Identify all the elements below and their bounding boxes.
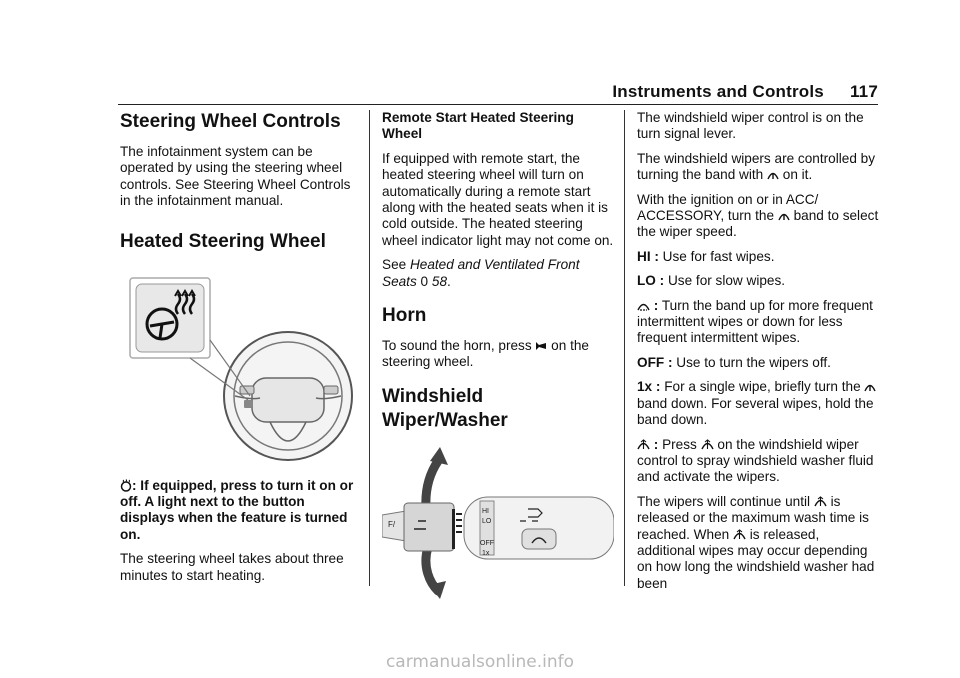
off-label: OFF : [637, 354, 673, 370]
one-label: 1x : [637, 379, 661, 395]
para-off [637, 355, 881, 371]
ignition-end: band to select the wiper speed. [637, 208, 879, 240]
section-title: Instruments and Controls [612, 82, 824, 101]
washer-text-2: on the windshield wiper control to spray windshield washer fluid and activate the wipers. [637, 436, 874, 485]
page-ref-number[interactable]: 58 [431, 273, 448, 289]
off-text: Use to turn the wipers off. [672, 354, 831, 370]
washer-text: Press [658, 436, 701, 452]
continue-text-2: is released or the maximum wash time is reached. When [637, 493, 869, 542]
hi-text: Use for fast wipes. [658, 248, 775, 264]
horn-text-b: on the steering wheel. [382, 338, 589, 370]
heated-wheel-icon [120, 479, 132, 492]
washer-icon [733, 528, 746, 541]
intermittent-label: : [650, 297, 659, 313]
para-wiper-band [637, 151, 881, 184]
para-hi [637, 249, 881, 265]
one-text-2: band down. For several wipes, hold the band down. [637, 395, 874, 428]
para-lo [637, 273, 881, 289]
heading-steering-wheel-controls: Steering Wheel Controls [120, 111, 341, 132]
washer-icon [637, 438, 650, 451]
wiper-lever-figure [382, 443, 614, 599]
watermark: carmanualsonline.info [385, 652, 575, 672]
washer-icon [701, 438, 714, 451]
wiper-band-text: The windshield wipers are controlled by turning the band with [637, 150, 876, 183]
para-washer [637, 437, 881, 486]
heading-remote-start: Remote Start Heated Steering Wheel [382, 110, 574, 142]
heated-button-text: : If equipped, press to turn it on or off. A light next to the button displays when the feature is turned on. [120, 477, 354, 542]
column-divider-2 [624, 110, 625, 586]
svg-text:F/: F/ [388, 519, 396, 529]
intermittent-wiper-icon [637, 300, 650, 312]
heading-horn: Horn [382, 305, 427, 327]
ignition-text: With the ignition on or in ACC/ ACCESSORY, turn the [637, 191, 819, 224]
para-1x [637, 379, 881, 428]
para-ignition [637, 192, 881, 241]
one-text: For a single wipe, briefly turn the [660, 379, 865, 395]
wiper-icon [864, 382, 876, 393]
intermittent-text: Turn the band up for more frequent intermittent wipes or down for less frequent intermittent wipes. [637, 297, 873, 346]
lever-lo-label: LO [482, 517, 492, 525]
heading-windshield-wiper-washer: Windshield Wiper/Washer [382, 385, 508, 431]
continue-text-3: is released, additional wipes may occur depending on how long the windshield washer had been [637, 526, 875, 591]
wiper-band-end: on it. [778, 167, 813, 183]
para-heated-time: The steering wheel takes about three minutes to start heating. [120, 551, 344, 583]
para-intermittent [637, 298, 881, 347]
column-divider-1 [369, 110, 370, 586]
horn-icon [535, 340, 547, 352]
lever-hi-label: HI [482, 507, 489, 515]
lever-off-label: OFF [480, 539, 494, 547]
page-ref-arrow: 0 [420, 273, 429, 289]
column-2 [382, 110, 614, 599]
washer-label: : [650, 436, 659, 452]
link-heated-seats[interactable]: Heated and Ventilated Front Seats [382, 257, 580, 289]
para-continue [637, 494, 881, 592]
lever-1x-label: 1x [482, 549, 490, 557]
lo-label: LO : [637, 273, 665, 289]
continue-text: The wipers will continue until [637, 493, 814, 509]
para-remote: If equipped with remote start, the heated steering wheel will turn on automatically during a remote start along with the heated seats when it is cold outside. The heated steering wheel indicator light may not come on. [382, 150, 614, 248]
para-see-also [382, 257, 614, 290]
wiper-icon [767, 170, 779, 181]
para-horn [382, 338, 614, 371]
see-end: . [447, 273, 451, 289]
column-1 [120, 110, 356, 592]
para-wiper-location: The windshield wiper control is on the turn signal lever. [637, 110, 864, 142]
washer-icon [814, 495, 827, 508]
column-3 [637, 110, 881, 600]
horn-text-a: To sound the horn, press [382, 338, 536, 354]
lo-text: Use for slow wipes. [664, 273, 786, 289]
header-rule [118, 104, 878, 105]
para-heated-button [120, 478, 356, 544]
wiper-icon [778, 211, 790, 222]
heading-heated-steering-wheel: Heated Steering Wheel [120, 230, 326, 252]
hi-label: HI : [637, 248, 659, 264]
running-header [612, 82, 878, 102]
heated-steering-wheel-figure [120, 264, 356, 470]
para-controls: The infotainment system can be operated by using the steering wheel controls. See Steering Wheel Controls in the infotainment manual. [120, 144, 351, 209]
page-number: 117 [849, 82, 878, 101]
see-text: See [382, 257, 410, 273]
